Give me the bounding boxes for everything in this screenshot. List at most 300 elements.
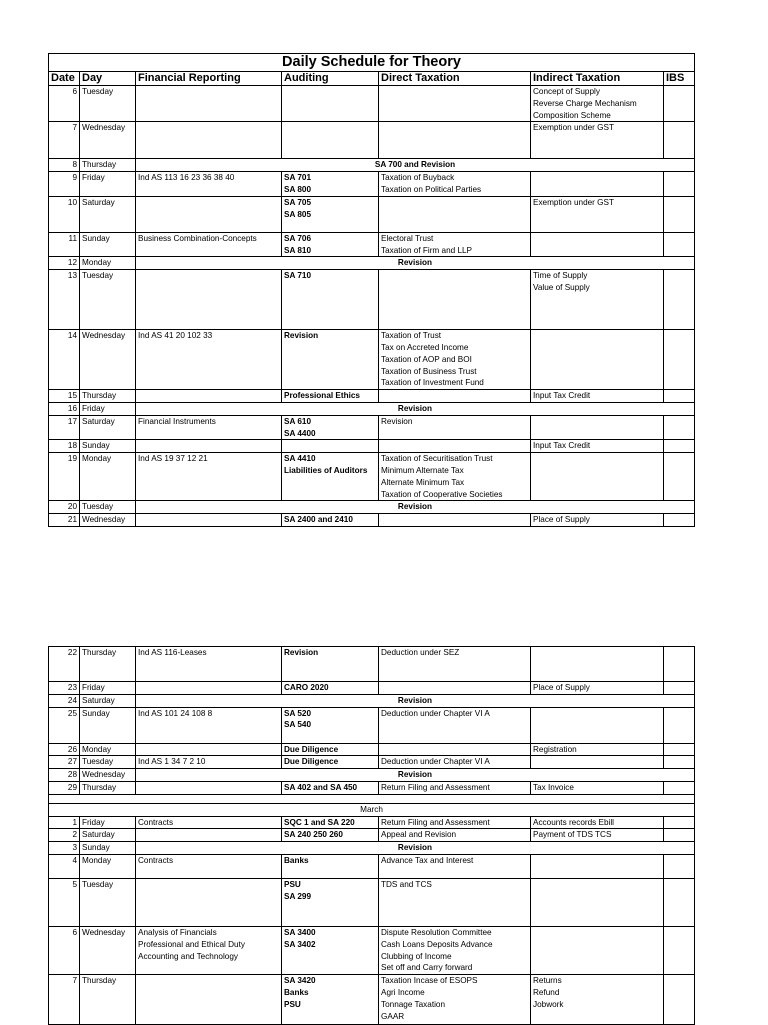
cell-line: Analysis of Financials xyxy=(138,927,217,937)
day-cell: Tuesday xyxy=(80,756,136,769)
cell-line: SA 800 xyxy=(284,184,312,194)
auditing-cell xyxy=(282,440,379,453)
day-cell: Monday xyxy=(80,453,136,501)
direct-taxation-cell xyxy=(379,647,531,682)
day-cell: Sunday xyxy=(80,232,136,257)
indirect-taxation-cell xyxy=(531,232,664,257)
indirect-taxation-cell xyxy=(531,975,664,1025)
cell-line: Dispute Resolution Committee xyxy=(381,927,492,937)
date-cell: 2 xyxy=(49,829,80,842)
financial-reporting-cell xyxy=(136,172,282,197)
schedule-row xyxy=(49,440,695,453)
cell-line: Liabilities of Auditors xyxy=(284,465,368,475)
merged-topic-cell: SA 700 and Revision xyxy=(136,159,695,172)
day-cell: Thursday xyxy=(80,159,136,172)
day-cell: Thursday xyxy=(80,647,136,682)
indirect-taxation-cell xyxy=(531,86,664,122)
direct-taxation-cell xyxy=(379,816,531,829)
cell-line: SA 2400 and 2410 xyxy=(284,515,353,525)
date-cell: 8 xyxy=(49,159,80,172)
date-cell: 4 xyxy=(49,854,80,878)
cell-line: Tax Invoice xyxy=(533,782,574,792)
date-cell: 3 xyxy=(49,842,80,855)
financial-reporting-cell xyxy=(136,756,282,769)
cell-line: Place of Supply xyxy=(533,515,590,525)
ibs-cell xyxy=(664,122,695,159)
financial-reporting-cell xyxy=(136,232,282,257)
date-cell: 24 xyxy=(49,694,80,707)
indirect-taxation-cell xyxy=(531,743,664,756)
financial-reporting-cell xyxy=(136,514,282,527)
indirect-taxation-cell xyxy=(531,781,664,794)
direct-taxation-cell xyxy=(379,756,531,769)
day-cell: Wednesday xyxy=(80,769,136,782)
cell-line: Value of Supply xyxy=(533,282,590,292)
financial-reporting-cell xyxy=(136,682,282,695)
cell-line: Financial Instruments xyxy=(138,416,216,426)
day-cell: Wednesday xyxy=(80,330,136,390)
cell-line: Returns xyxy=(533,976,562,986)
day-cell: Wednesday xyxy=(80,514,136,527)
cell-line: Set off and Carry forward xyxy=(381,963,473,973)
title-row xyxy=(49,54,695,72)
blank-row-cell xyxy=(49,794,695,803)
ibs-cell xyxy=(664,781,695,794)
cell-line: Ind AS 101 24 108 8 xyxy=(138,708,213,718)
financial-reporting-cell xyxy=(136,975,282,1025)
indirect-taxation-cell xyxy=(531,878,664,926)
financial-reporting-cell xyxy=(136,440,282,453)
cell-line: Ind AS 113 16 23 36 38 40 xyxy=(138,173,235,183)
day-cell: Friday xyxy=(80,816,136,829)
cell-line: Accounting and Technology xyxy=(138,951,238,961)
header-row xyxy=(49,72,695,86)
auditing-cell xyxy=(282,172,379,197)
ibs-cell xyxy=(664,756,695,769)
date-cell: 9 xyxy=(49,172,80,197)
day-cell: Sunday xyxy=(80,707,136,743)
direct-taxation-cell xyxy=(379,415,531,440)
date-cell: 10 xyxy=(49,196,80,232)
ibs-cell xyxy=(664,415,695,440)
date-cell: 12 xyxy=(49,257,80,270)
cell-line: Banks xyxy=(284,855,309,865)
schedule-row xyxy=(49,707,695,743)
direct-taxation-cell xyxy=(379,390,531,403)
merged-topic-cell: Revision xyxy=(136,842,695,855)
date-cell: 21 xyxy=(49,514,80,527)
ibs-cell xyxy=(664,707,695,743)
auditing-cell xyxy=(282,878,379,926)
schedule-row xyxy=(49,743,695,756)
direct-taxation-cell xyxy=(379,926,531,974)
direct-taxation-cell xyxy=(379,270,531,330)
merged-topic-cell: Revision xyxy=(136,257,695,270)
auditing-cell xyxy=(282,781,379,794)
direct-taxation-cell xyxy=(379,86,531,122)
schedule-row xyxy=(49,501,695,514)
cell-line: Taxation of Investment Fund xyxy=(381,378,484,388)
schedule-row xyxy=(49,803,695,816)
cell-line: Cash Loans Deposits Advance xyxy=(381,939,493,949)
cell-line: Concept of Supply xyxy=(533,87,600,96)
ibs-cell xyxy=(664,647,695,682)
ibs-cell xyxy=(664,854,695,878)
cell-line: TDS and TCS xyxy=(381,879,432,889)
day-cell: Saturday xyxy=(80,196,136,232)
column-header-au: Auditing xyxy=(282,72,379,86)
schedule-row xyxy=(49,854,695,878)
direct-taxation-cell xyxy=(379,514,531,527)
day-cell: Sunday xyxy=(80,842,136,855)
direct-taxation-cell xyxy=(379,453,531,501)
ibs-cell xyxy=(664,926,695,974)
cell-line: SA 3400 xyxy=(284,927,316,937)
direct-taxation-cell xyxy=(379,829,531,842)
cell-line: Jobwork xyxy=(533,999,564,1009)
day-cell: Monday xyxy=(80,854,136,878)
cell-line: Ind AS 19 37 12 21 xyxy=(138,454,208,464)
cell-line: Due Diligence xyxy=(284,757,339,767)
financial-reporting-cell xyxy=(136,196,282,232)
cell-line: SA 610 xyxy=(284,416,312,426)
column-header-fr: Financial Reporting xyxy=(136,72,282,86)
date-cell: 23 xyxy=(49,682,80,695)
day-cell: Friday xyxy=(80,682,136,695)
cell-line: Taxation of AOP and BOI xyxy=(381,354,472,364)
cell-line: SA 3402 xyxy=(284,939,316,949)
column-header-ibs: IBS xyxy=(664,72,695,86)
cell-line: Minimum Alternate Tax xyxy=(381,465,464,475)
cell-line: Ind AS 116-Leases xyxy=(138,648,207,657)
cell-line: Professional Ethics xyxy=(284,391,360,401)
auditing-cell xyxy=(282,682,379,695)
direct-taxation-cell xyxy=(379,196,531,232)
direct-taxation-cell xyxy=(379,743,531,756)
indirect-taxation-cell xyxy=(531,707,664,743)
merged-topic-cell: Revision xyxy=(136,694,695,707)
cell-line: Professional and Ethical Duty xyxy=(138,939,245,949)
direct-taxation-cell xyxy=(379,330,531,390)
indirect-taxation-cell xyxy=(531,122,664,159)
financial-reporting-cell xyxy=(136,122,282,159)
date-cell: 13 xyxy=(49,270,80,330)
cell-line: Taxation of Cooperative Societies xyxy=(381,489,503,499)
direct-taxation-cell xyxy=(379,440,531,453)
auditing-cell xyxy=(282,756,379,769)
column-header-date: Date xyxy=(49,72,80,86)
auditing-cell xyxy=(282,816,379,829)
auditing-cell xyxy=(282,415,379,440)
cell-line: SA 701 xyxy=(284,173,312,183)
date-cell: 11 xyxy=(49,232,80,257)
cell-line: Input Tax Credit xyxy=(533,391,591,401)
cell-line: Clubbing of Income xyxy=(381,951,452,961)
cell-line: Deduction under Chapter VI A xyxy=(381,757,490,767)
financial-reporting-cell xyxy=(136,854,282,878)
page-title: Daily Schedule for Theory xyxy=(49,54,695,72)
financial-reporting-cell xyxy=(136,330,282,390)
ibs-cell xyxy=(664,878,695,926)
financial-reporting-cell xyxy=(136,647,282,682)
date-cell: 29 xyxy=(49,781,80,794)
direct-taxation-cell xyxy=(379,232,531,257)
cell-line: Taxation of Securitisation Trust xyxy=(381,454,493,464)
cell-line: Electoral Trust xyxy=(381,233,434,243)
cell-line: Deduction under Chapter VI A xyxy=(381,708,490,718)
day-cell: Saturday xyxy=(80,694,136,707)
cell-line: SQC 1 and SA 220 xyxy=(284,817,355,827)
cell-line: Return Filing and Assessment xyxy=(381,817,490,827)
cell-line: Agri Income xyxy=(381,987,425,997)
financial-reporting-cell xyxy=(136,781,282,794)
date-cell: 5 xyxy=(49,878,80,926)
auditing-cell xyxy=(282,390,379,403)
schedule-row xyxy=(49,794,695,803)
cell-line: Exemption under GST xyxy=(533,123,615,133)
cell-line: Taxation Incase of ESOPS xyxy=(381,976,478,986)
auditing-cell xyxy=(282,829,379,842)
date-cell: 7 xyxy=(49,122,80,159)
date-cell: 14 xyxy=(49,330,80,390)
month-label: March xyxy=(49,803,695,816)
cell-line: Revision xyxy=(284,648,319,657)
indirect-taxation-cell xyxy=(531,756,664,769)
day-cell: Tuesday xyxy=(80,501,136,514)
cell-line: SA 810 xyxy=(284,245,312,255)
indirect-taxation-cell xyxy=(531,415,664,440)
day-cell: Thursday xyxy=(80,390,136,403)
date-cell: 6 xyxy=(49,926,80,974)
schedule-row xyxy=(49,769,695,782)
date-cell: 16 xyxy=(49,402,80,415)
date-cell: 27 xyxy=(49,756,80,769)
auditing-cell xyxy=(282,122,379,159)
indirect-taxation-cell xyxy=(531,270,664,330)
schedule-row xyxy=(49,694,695,707)
cell-line: SA 710 xyxy=(284,271,312,281)
cell-line: SA 299 xyxy=(284,891,312,901)
cell-line: Return Filing and Assessment xyxy=(381,782,490,792)
cell-line: GAAR xyxy=(381,1011,405,1021)
ibs-cell xyxy=(664,682,695,695)
cell-line: Revision xyxy=(381,416,413,426)
ibs-cell xyxy=(664,196,695,232)
date-cell: 26 xyxy=(49,743,80,756)
cell-line: Tonnage Taxation xyxy=(381,999,446,1009)
schedule-row xyxy=(49,232,695,257)
cell-line: Banks xyxy=(284,987,309,997)
cell-line: SA 540 xyxy=(284,720,312,730)
cell-line: Contracts xyxy=(138,817,174,827)
financial-reporting-cell xyxy=(136,453,282,501)
financial-reporting-cell xyxy=(136,86,282,122)
schedule-row xyxy=(49,842,695,855)
day-cell: Tuesday xyxy=(80,878,136,926)
date-cell: 22 xyxy=(49,647,80,682)
indirect-taxation-cell xyxy=(531,440,664,453)
auditing-cell xyxy=(282,270,379,330)
date-cell: 28 xyxy=(49,769,80,782)
day-cell: Sunday xyxy=(80,440,136,453)
cell-line: PSU xyxy=(284,999,301,1009)
schedule-row xyxy=(49,172,695,197)
financial-reporting-cell xyxy=(136,829,282,842)
indirect-taxation-cell xyxy=(531,816,664,829)
schedule-row xyxy=(49,402,695,415)
cell-line: Revision xyxy=(284,331,319,341)
indirect-taxation-cell xyxy=(531,196,664,232)
cell-line: Ind AS 1 34 7 2 10 xyxy=(138,757,206,767)
date-cell: 25 xyxy=(49,707,80,743)
ibs-cell xyxy=(664,816,695,829)
cell-line: Taxation of Firm and LLP xyxy=(381,245,473,255)
merged-topic-cell: Revision xyxy=(136,501,695,514)
auditing-cell xyxy=(282,514,379,527)
day-cell: Saturday xyxy=(80,829,136,842)
financial-reporting-cell xyxy=(136,816,282,829)
cell-line: SA 4410 xyxy=(284,454,316,464)
ibs-cell xyxy=(664,453,695,501)
cell-line: Composition Scheme xyxy=(533,110,611,120)
direct-taxation-cell xyxy=(379,781,531,794)
cell-line: Reverse Charge Mechanism xyxy=(533,98,637,108)
schedule-row xyxy=(49,257,695,270)
day-cell: Monday xyxy=(80,743,136,756)
day-cell: Friday xyxy=(80,402,136,415)
auditing-cell xyxy=(282,453,379,501)
day-cell: Tuesday xyxy=(80,270,136,330)
cell-line: SA 402 and SA 450 xyxy=(284,782,358,792)
cell-line: SA 705 xyxy=(284,197,312,207)
cell-line: Exemption under GST xyxy=(533,197,615,207)
schedule-row xyxy=(49,270,695,330)
date-cell: 1 xyxy=(49,816,80,829)
schedule-table-february xyxy=(48,53,695,527)
cell-line: Ind AS 41 20 102 33 xyxy=(138,331,213,341)
auditing-cell xyxy=(282,975,379,1025)
day-cell: Wednesday xyxy=(80,122,136,159)
indirect-taxation-cell xyxy=(531,926,664,974)
cell-line: PSU xyxy=(284,879,301,889)
ibs-cell xyxy=(664,390,695,403)
auditing-cell xyxy=(282,232,379,257)
financial-reporting-cell xyxy=(136,707,282,743)
cell-line: Accounts records Ebill xyxy=(533,817,614,827)
auditing-cell xyxy=(282,196,379,232)
indirect-taxation-cell xyxy=(531,682,664,695)
schedule-row xyxy=(49,330,695,390)
ibs-cell xyxy=(664,975,695,1025)
indirect-taxation-cell xyxy=(531,330,664,390)
column-header-it: Indirect Taxation xyxy=(531,72,664,86)
indirect-taxation-cell xyxy=(531,453,664,501)
cell-line: Business Combination-Concepts xyxy=(138,233,257,243)
financial-reporting-cell xyxy=(136,415,282,440)
ibs-cell xyxy=(664,330,695,390)
cell-line: Payment of TDS TCS xyxy=(533,830,612,840)
schedule-row xyxy=(49,647,695,682)
financial-reporting-cell xyxy=(136,390,282,403)
date-cell: 7 xyxy=(49,975,80,1025)
indirect-taxation-cell xyxy=(531,647,664,682)
schedule-table-march xyxy=(48,646,695,1025)
auditing-cell xyxy=(282,926,379,974)
ibs-cell xyxy=(664,743,695,756)
cell-line: Registration xyxy=(533,744,577,754)
date-cell: 18 xyxy=(49,440,80,453)
cell-line: Taxation of Trust xyxy=(381,331,442,341)
direct-taxation-cell xyxy=(379,122,531,159)
financial-reporting-cell xyxy=(136,743,282,756)
auditing-cell xyxy=(282,330,379,390)
auditing-cell xyxy=(282,854,379,878)
schedule-row xyxy=(49,159,695,172)
cell-line: SA 706 xyxy=(284,233,312,243)
auditing-cell xyxy=(282,707,379,743)
cell-line: SA 3420 xyxy=(284,976,316,986)
schedule-row xyxy=(49,390,695,403)
ibs-cell xyxy=(664,270,695,330)
date-cell: 17 xyxy=(49,415,80,440)
schedule-row xyxy=(49,682,695,695)
day-cell: Tuesday xyxy=(80,86,136,122)
indirect-taxation-cell xyxy=(531,390,664,403)
indirect-taxation-cell xyxy=(531,172,664,197)
cell-line: SA 520 xyxy=(284,708,312,718)
auditing-cell xyxy=(282,743,379,756)
cell-line: Refund xyxy=(533,987,560,997)
ibs-cell xyxy=(664,440,695,453)
cell-line: CARO 2020 xyxy=(284,683,329,692)
column-header-day: Day xyxy=(80,72,136,86)
cell-line: SA 240 250 260 xyxy=(284,830,343,840)
schedule-row xyxy=(49,86,695,122)
date-cell: 6 xyxy=(49,86,80,122)
day-cell: Saturday xyxy=(80,415,136,440)
ibs-cell xyxy=(664,172,695,197)
schedule-row xyxy=(49,514,695,527)
cell-line: Taxation of Buyback xyxy=(381,173,455,183)
schedule-row xyxy=(49,878,695,926)
schedule-row xyxy=(49,975,695,1025)
schedule-row xyxy=(49,829,695,842)
indirect-taxation-cell xyxy=(531,829,664,842)
cell-line: Alternate Minimum Tax xyxy=(381,477,465,487)
cell-line: Place of Supply xyxy=(533,683,590,692)
schedule-row xyxy=(49,122,695,159)
ibs-cell xyxy=(664,86,695,122)
cell-line: Contracts xyxy=(138,855,174,865)
date-cell: 19 xyxy=(49,453,80,501)
cell-line: SA 4400 xyxy=(284,428,316,438)
indirect-taxation-cell xyxy=(531,514,664,527)
schedule-row xyxy=(49,781,695,794)
direct-taxation-cell xyxy=(379,707,531,743)
cell-line: Advance Tax and Interest xyxy=(381,855,474,865)
ibs-cell xyxy=(664,514,695,527)
cell-line: Input Tax Credit xyxy=(533,441,591,451)
cell-line: Deduction under SEZ xyxy=(381,648,460,657)
indirect-taxation-cell xyxy=(531,854,664,878)
day-cell: Monday xyxy=(80,257,136,270)
cell-line: Taxation of Business Trust xyxy=(381,366,477,376)
schedule-row xyxy=(49,816,695,829)
schedule-row xyxy=(49,453,695,501)
date-cell: 20 xyxy=(49,501,80,514)
merged-topic-cell: Revision xyxy=(136,402,695,415)
financial-reporting-cell xyxy=(136,270,282,330)
